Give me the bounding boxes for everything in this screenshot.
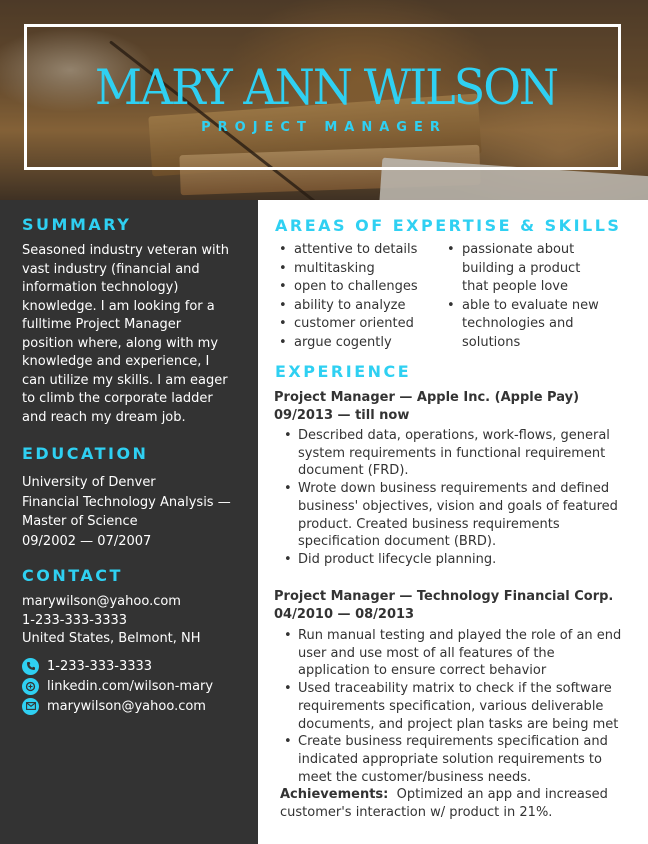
skill-item <box>445 241 599 297</box>
skill-item: • multitasking <box>277 260 418 279</box>
skill-line: technologies and <box>462 316 574 331</box>
contact-text <box>22 593 236 649</box>
summary-line: and reach my dream job. <box>22 409 186 425</box>
job-2-title: Project Manager — Technology Financial Corp. <box>274 589 614 604</box>
job-bullet <box>282 627 622 680</box>
summary-line: Seasoned industry veteran with <box>22 243 229 258</box>
contact-heading: CONTACT <box>22 566 123 585</box>
education-line: Master of Science <box>22 514 138 529</box>
skill-line: that people love <box>462 279 568 294</box>
job-1-bullets <box>282 427 618 569</box>
skill-item: • open to challenges <box>277 278 418 297</box>
summary-line: to climb the corporate ladder <box>22 391 213 406</box>
contact-web-row[interactable] <box>22 676 213 696</box>
bullet-line: application to ensure correct behavior <box>298 663 547 679</box>
achievements <box>280 786 608 822</box>
contact-web-text: linkedin.com/wilson-mary <box>47 678 214 694</box>
bullet-line: • Run manual testing and played the role of an end <box>298 628 622 643</box>
bullet-line: system requirements in functional requirement <box>298 445 606 461</box>
summary-line: fulltime Project Manager <box>22 317 182 332</box>
web-icon <box>22 678 39 695</box>
contact-phone-text: 1-233-333-3333 <box>47 658 153 674</box>
candidate-name: MARY ANN WILSON <box>94 58 558 116</box>
bullet-line: meet the customer/business needs. <box>298 769 532 785</box>
skill-item: • customer oriented <box>277 315 418 334</box>
summary-text <box>22 242 236 427</box>
skills-column-1 <box>277 241 418 352</box>
job-bullet <box>282 680 619 733</box>
job-1-dates: 09/2013 — till now <box>274 408 410 423</box>
education-line: 09/2002 — 07/2007 <box>22 533 152 549</box>
bullet-line: • Create business requirements specification and <box>298 734 608 750</box>
contact-email-row[interactable] <box>22 696 206 716</box>
education-text <box>22 473 236 551</box>
bullet-line: • Did product lifecycle planning. <box>298 551 497 567</box>
contact-phone: 1-233-333-3333 <box>22 612 128 628</box>
bullet-line: • Used traceability matrix to check if the software <box>298 681 612 697</box>
summary-line: information technology) <box>22 280 179 295</box>
job-bullet <box>282 480 618 551</box>
education-heading: EDUCATION <box>22 444 149 463</box>
skill-line: • able to evaluate new <box>462 297 599 313</box>
header-banner <box>0 0 648 200</box>
contact-location: United States, Belmont, NH <box>22 631 201 646</box>
phone-icon <box>22 658 39 675</box>
skill-item: • ability to analyze <box>277 297 418 316</box>
contact-email-text: marywilson@yahoo.com <box>47 698 206 714</box>
skill-item: • argue cogently <box>277 334 418 353</box>
achievements-line: customer's interaction w/ product in 21%. <box>280 805 553 820</box>
bullet-line: requirements specification, various deliverable <box>298 698 604 714</box>
bullet-line: user and use most of all features of the <box>298 645 555 661</box>
job-1-title: Project Manager — Apple Inc. (Apple Pay) <box>274 390 580 405</box>
bullet-line: indicated appropriate solution requirements to <box>298 751 602 767</box>
summary-heading: SUMMARY <box>22 215 132 234</box>
job-2-bullets <box>282 627 622 786</box>
education-line: Financial Technology Analysis — <box>22 494 231 510</box>
achievements-line: Optimized an app and increased <box>396 787 608 802</box>
summary-line: vast industry (financial and <box>22 261 200 277</box>
summary-line: position where, along with my <box>22 335 219 351</box>
skill-item: • attentive to details <box>277 241 418 260</box>
job-bullet <box>282 427 612 480</box>
job-bullet <box>282 551 612 569</box>
summary-line: knowledge. I am looking for a <box>22 298 215 314</box>
skills-heading: AREAS OF EXPERTISE & SKILLS <box>275 216 622 235</box>
bullet-line: document (FRD). <box>298 463 409 479</box>
bullet-line: specification document (BRD). <box>298 534 497 550</box>
skill-line: building a product <box>462 260 581 276</box>
education-line: University of Denver <box>22 475 156 490</box>
contact-email: marywilson@yahoo.com <box>22 594 181 609</box>
contact-phone-row[interactable] <box>22 656 152 676</box>
skill-line: solutions <box>462 334 521 350</box>
summary-line: can utilize my skills. I am eager <box>22 372 228 388</box>
candidate-title: PROJECT MANAGER <box>201 120 447 135</box>
skill-item <box>445 297 599 353</box>
job-bullet <box>282 733 612 786</box>
achievements-label: Achievements: <box>280 787 389 802</box>
experience-heading: EXPERIENCE <box>275 362 412 381</box>
summary-line: knowledge and experience, I <box>22 354 210 369</box>
skills-column-2 <box>445 241 599 352</box>
job-2-dates: 04/2010 — 08/2013 <box>274 607 415 622</box>
bullet-line: • Described data, operations, work-flows, general <box>298 428 610 443</box>
bullet-line: business' objectives, vision and goals of featured <box>298 498 618 514</box>
email-icon <box>22 698 39 715</box>
bullet-line: • Wrote down business requirements and defined <box>298 481 610 497</box>
bullet-line: documents, and project plan tasks are being met <box>298 716 619 732</box>
bullet-line: product. Created business requirements <box>298 516 560 532</box>
skill-line: • passionate about <box>462 242 575 257</box>
